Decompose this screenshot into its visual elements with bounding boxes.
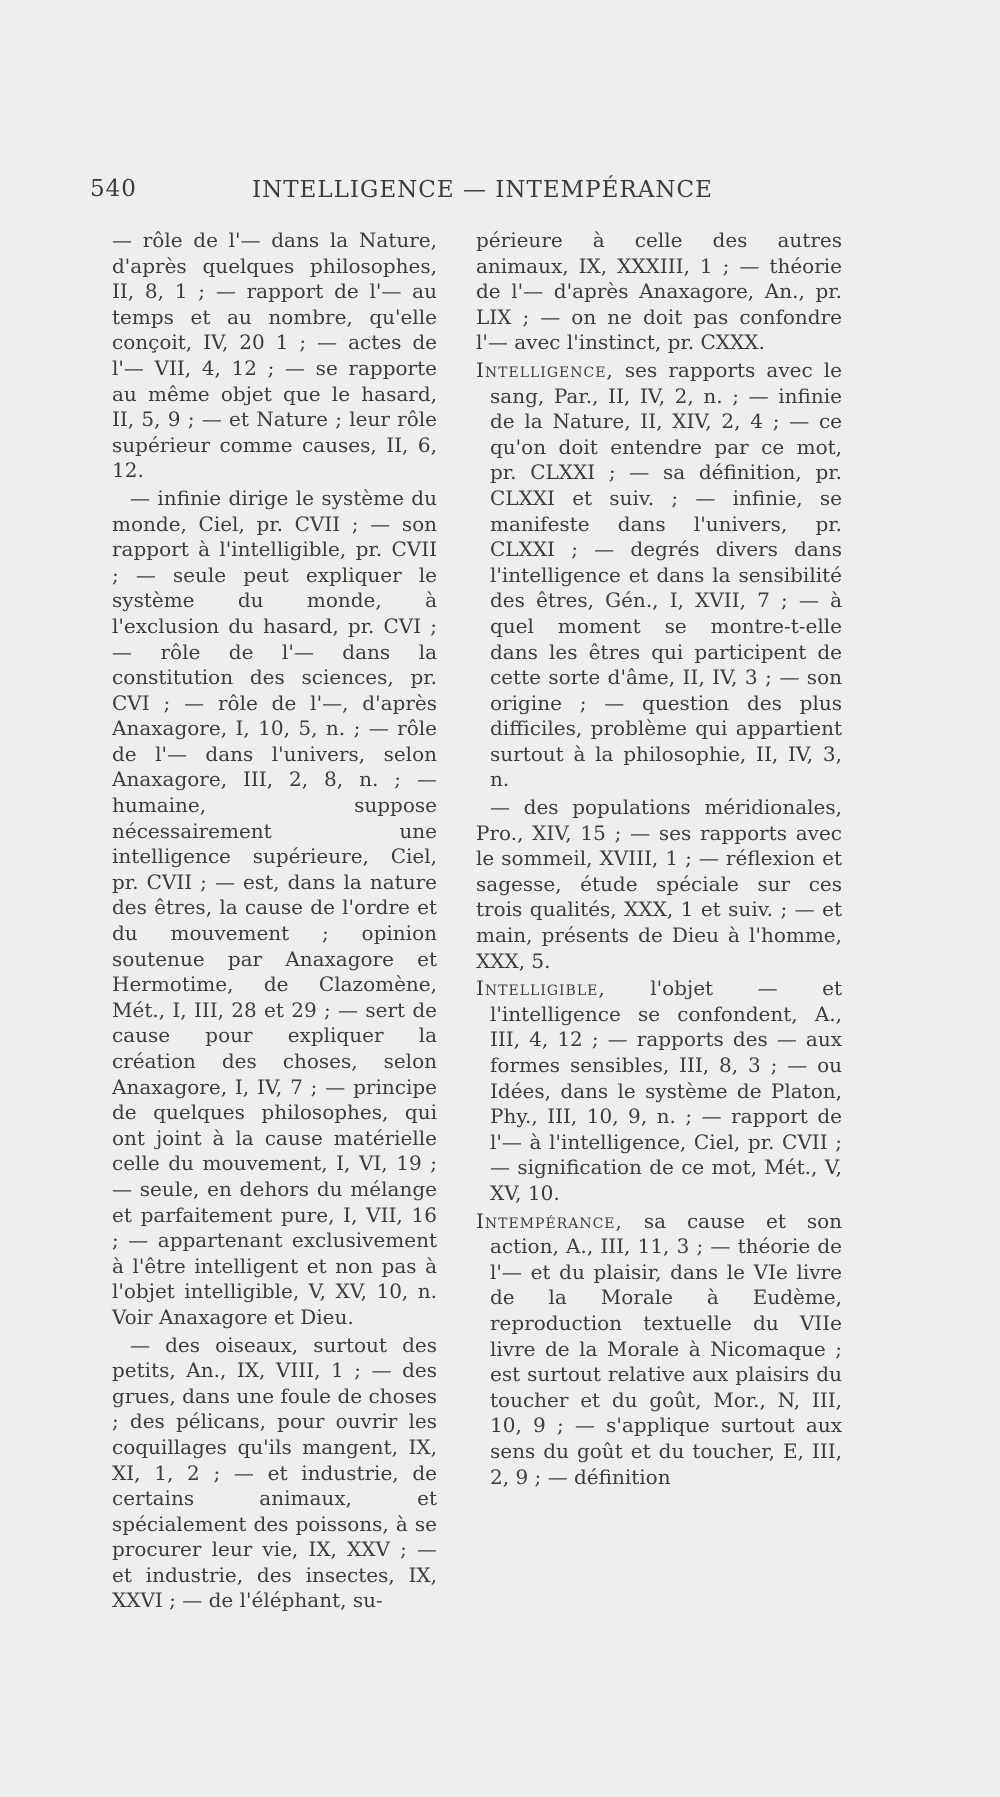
entry-text: — rôle de l'— dans la Nature, d'après quelques philosophes, II, 8, 1 ; — rapport de l'— au temps et au nombre, qu'elle conçoit, IV, 20 1 ; — actes de l'— VII, 4, 12 ; — se rapporte au même objet que le hasard, II, 5, 9 ; — et Nature ; leur rôle supérieur comme causes, II, 6, 12.: [112, 228, 437, 483]
index-subentry: [112, 486, 437, 1331]
entry-text: — des oiseaux, surtout des petits, An., IX, VIII, 1 ; — des grues, dans une foule de choses ; des pélicans, pour ouvrir les coquillages qu'ils mangent, IX, XI, 1, 2 ; — et industrie, de certains animaux, et spécialement des poissons, à se procurer leur vie, IX, XXV ; — et industrie, des insectes, IX, XXVI ; — de l'éléphant, su-: [112, 1332, 437, 1613]
index-entry: [476, 358, 842, 793]
left-column: [112, 228, 437, 1616]
running-title: INTELLIGENCE — INTEMPÉRANCE: [252, 177, 713, 203]
index-subentry: [112, 1333, 437, 1615]
index-entry: [476, 1209, 842, 1491]
index-entry-continued: [476, 228, 842, 356]
entry-text: — infinie dirige le système du monde, Ciel, pr. CVII ; — son rapport à l'intelligible, pr. CVII ; — seule peut expliquer le système du monde, à l'exclusion du hasard, pr. CVI ; — rôle de l'— dans la constitution des sciences, pr. CVI ; — rôle de l'—, d'après Anaxagore, I, 10, 5, n. ; — rôle de l'— dans l'univers, selon Anaxagore, III, 2, 8, n. ; — humaine, suppose nécessairement une intelligence supérieure, Ciel, pr. CVII ; — est, dans la nature des êtres, la cause de l'ordre et du mouvement ; opinion soutenue par Anaxagore et Hermotime, de Clazomène, Mét., I, III, 28 et 29 ; — sert de cause pour expliquer la création des choses, selon Anaxagore, I, IV, 7 ; — principe de quelques philosophes, qui ont joint à la cause matérielle celle du mouvement, I, VI, 19 ; — seule, en dehors du mélange et parfaitement pure, I, VII, 16 ; — appartenant exclusivement à l'être intelligent et non pas à l'objet intelligible, V, XV, 10, n. Voir Anaxagore et Dieu.: [112, 485, 437, 1329]
entry-headword: Intelligible,: [476, 976, 606, 1001]
entry-text: sa cause et son action, A., III, 11, 3 ; — théorie de l'— et du plaisir, dans le VIe livre de la Morale à Eudème, reproduction textuelle du VIIe livre de la Morale à Nicomaque ; est surtout relative aux plaisirs du toucher et du goût, Mor., N, III, 10, 9 ; — s'applique surtout aux sens du goût et du toucher, E, III, 2, 9 ; — définition: [490, 1208, 842, 1489]
index-entry: [112, 228, 437, 484]
index-subentry: [476, 795, 842, 974]
index-entry: [476, 976, 842, 1206]
entry-text: — des populations méridionales, Pro., XIV, 15 ; — ses rapports avec le sommeil, XVIII, 1 ; — réflexion et sagesse, étude spéciale sur ces trois qualités, XXX, 1 et suiv. ; — et main, présents de Dieu à l'homme, XXX, 5.: [476, 795, 842, 973]
right-column: [476, 228, 842, 1492]
entry-text: ses rapports avec le sang, Par., II, IV, 2, n. ; — infinie de la Nature, II, XIV, 2, 4 ; — ce qu'on doit entendre par ce mot, pr. CLXXI ; — sa définition, pr. CLXXI et suiv. ; — infinie, se manifeste dans l'univers, pr. CLXXI ; — degrés divers dans l'intelligence et dans la sensibilité des êtres, Gén., I, XVII, 7 ; — à quel moment se montre-t-elle dans les êtres qui participent de cette sorte d'âme, II, IV, 3 ; — son origine ; — question des plus difficiles, problème qui appartient surtout à la philosophie, II, IV, 3, n.: [490, 357, 842, 792]
entry-headword: Intelligence,: [476, 357, 614, 382]
entry-headword: Intempérance,: [476, 1208, 623, 1233]
entry-text: périeure à celle des autres animaux, IX, XXXIII, 1 ; — théorie de l'— d'après Anaxagore, An., pr. LIX ; — on ne doit pas confondre l'— avec l'instinct, pr. CXXX.: [476, 228, 842, 355]
page-number: 540: [90, 176, 137, 202]
entry-text: l'objet — et l'intelligence se confondent, A., III, 4, 12 ; — rapports des — aux formes sensibles, III, 8, 3 ; — ou Idées, dans le système de Platon, Phy., III, 10, 9, n. ; — rapport de l'— à l'intelligence, Ciel, pr. CVII ; — signification de ce mot, Mét., V, XV, 10.: [490, 976, 842, 1205]
